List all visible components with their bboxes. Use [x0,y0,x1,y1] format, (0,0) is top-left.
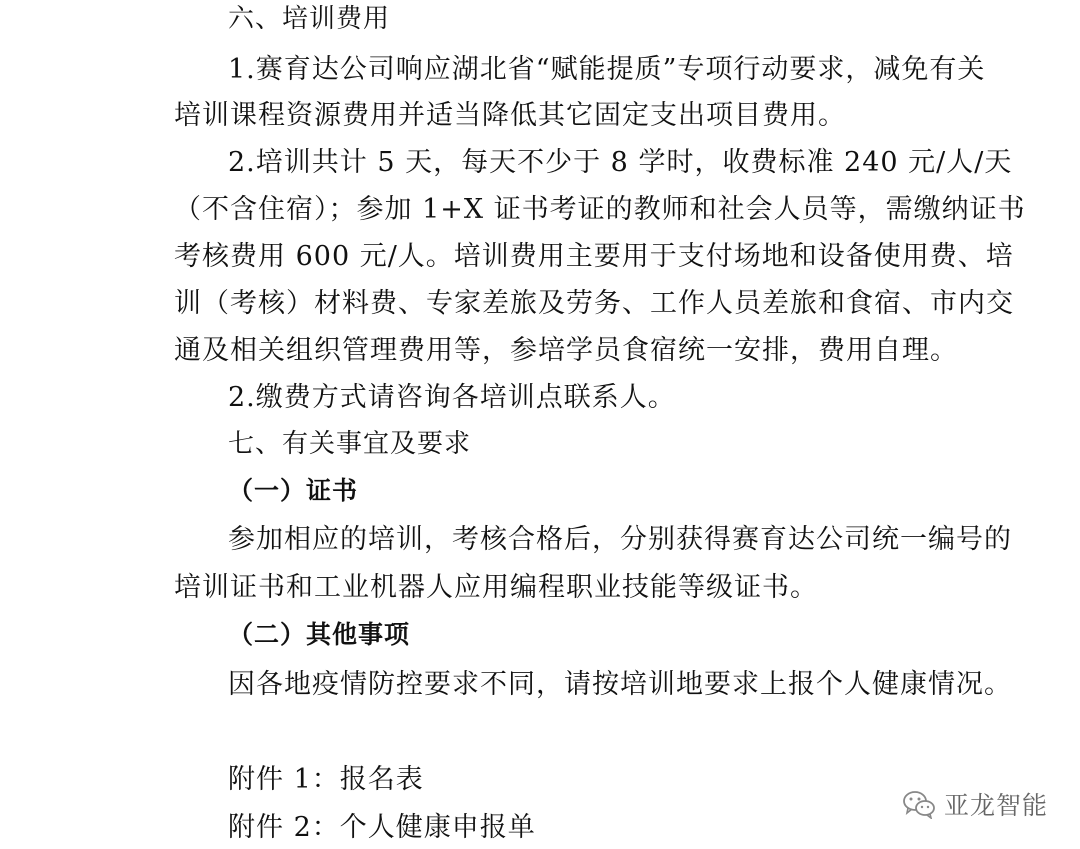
paragraph-line: 考核费用 600 元/人。培训费用主要用于支付场地和设备使用费、培 [174,241,1014,272]
paragraph-line: 培训证书和工业机器人应用编程职业技能等级证书。 [174,572,818,603]
subsection-other-heading: （二）其他事项 [228,620,411,649]
paragraph-line: 通及相关组织管理费用等，参培学员食宿统一安排，费用自理。 [174,335,958,366]
wechat-icon [902,789,936,819]
paragraph-line: 2.培训共计 5 天，每天不少于 8 学时，收费标准 240 元/人/天 [228,147,1013,178]
attachment-2: 附件 2：个人健康申报单 [228,812,536,843]
paragraph-line: 2.缴费方式请咨询各培训点联系人。 [228,382,676,413]
paragraph-line: 培训课程资源费用并适当降低其它固定支出项目费用。 [174,100,846,131]
paragraph-line: 1.赛育达公司响应湖北省“赋能提质”专项行动要求，减免有关 [228,54,986,85]
section-7-heading: 七、有关事宜及要求 [228,429,472,459]
section-6-heading: 六、培训费用 [228,4,391,34]
attachment-1: 附件 1：报名表 [228,764,424,795]
paragraph-line: 参加相应的培训，考核合格后，分别获得赛育达公司统一编号的 [228,524,1012,555]
watermark-text: 亚龙智能 [944,791,1049,820]
subsection-certificate-heading: （一）证书 [228,476,359,505]
paragraph-line: 因各地疫情防控要求不同，请按培训地要求上报个人健康情况。 [228,669,1012,700]
paragraph-line: 训（考核）材料费、专家差旅及劳务、工作人员差旅和食宿、市内交 [174,288,1014,319]
paragraph-line: （不含住宿）；参加 1+X 证书考证的教师和社会人员等，需缴纳证书 [174,194,1026,225]
watermark [902,786,1048,822]
